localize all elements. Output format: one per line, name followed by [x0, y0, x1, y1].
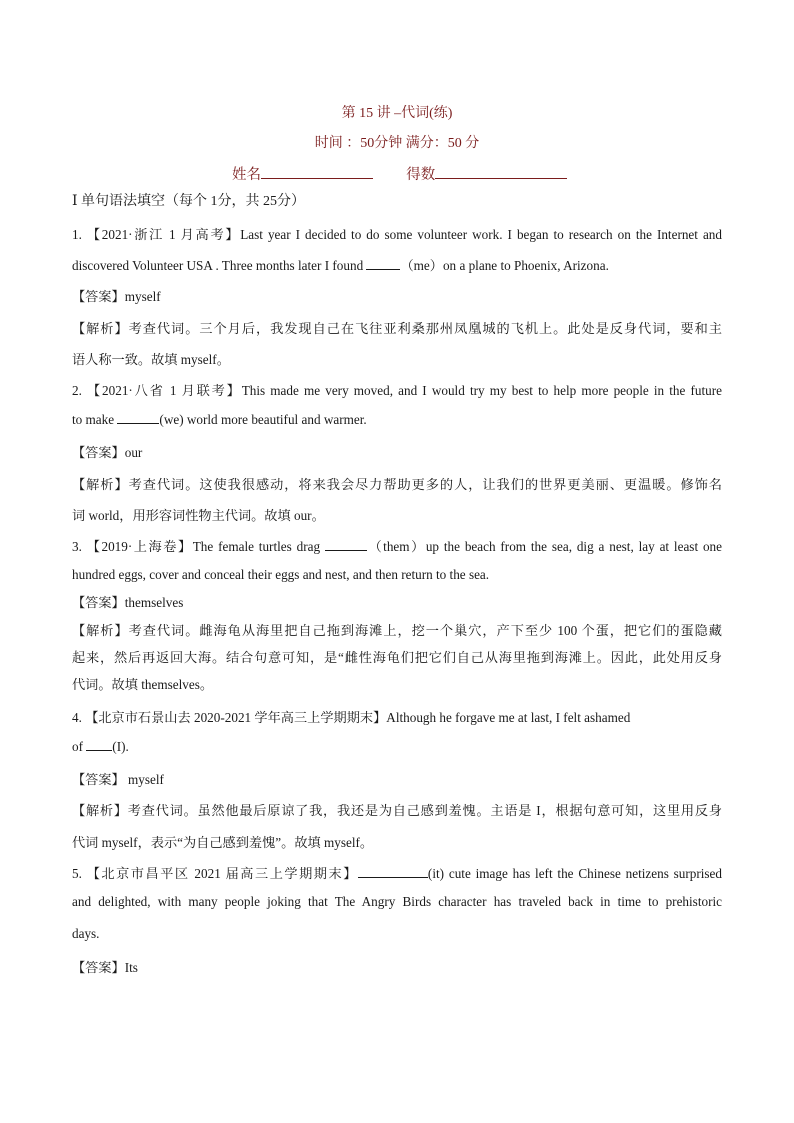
- q4-line-1: 4. 【北京市石景山去 2020-2021 学年高三上学期期末】Although he forgave me at last, I felt ashamed: [72, 710, 631, 725]
- q2-line-2: [72, 411, 367, 428]
- q2-line-2b: (we) world more beautiful and warmer.: [159, 412, 367, 427]
- q5-line-1b: (it) cute image has left the Chinese netizens surprised: [427, 866, 723, 881]
- section-title: Ⅰ 单句语法填空（每个 1分，共 25分）: [72, 194, 306, 209]
- q1-answer: 【答案】myself: [72, 289, 161, 304]
- q4-line-2: [72, 738, 129, 755]
- q4-analysis-2: 代词 myself，表示“为自己感到羞愧”。故填 myself。: [72, 835, 374, 850]
- name-score-row: [232, 163, 567, 184]
- q5-answer: 【答案】Its: [72, 960, 138, 975]
- q3-line-1b: （them）up the beach from the sea, dig a nest, lay at least one: [366, 539, 722, 554]
- q3-line-1: [72, 536, 722, 555]
- q2-blank[interactable]: [117, 411, 159, 424]
- page-title: 第 15 讲 –代词(练): [341, 106, 453, 121]
- q5-line-2: and delighted, with many people joking that The Angry Birds character has traveled back in time to prehistoric: [72, 894, 722, 909]
- q3-analysis-1: 【解析】考查代词。雌海龟从海里把自己拖到海滩上，挖一个巢穴，产下至少 100 个蛋，把它们的蛋隐藏: [72, 623, 722, 638]
- q4-answer: 【答案】 myself: [72, 772, 164, 787]
- q5-blank[interactable]: [358, 865, 428, 878]
- q3-analysis-3: 代词。故填 themselves。: [72, 677, 214, 692]
- time-score-info: 时间 ：50分钟 满分：50 分: [314, 136, 480, 151]
- q5-line-3: days.: [72, 926, 100, 941]
- q1-line-2a: discovered Volunteer USA . Three months later I found: [72, 258, 367, 273]
- q1-blank[interactable]: [366, 257, 400, 270]
- q3-analysis-2: 起来，然后再返回大海。结合句意可知，是“雌性海龟们把它们自己从海里拖到海滩上。因此，此处用反身: [72, 650, 722, 665]
- q1-line-2: [72, 255, 609, 274]
- q4-analysis-1: 【解析】考查代词。虽然他最后原谅了我，我还是为自己感到羞愧。主语是 I，根据句意可知，这里用反身: [72, 803, 722, 818]
- score-label: 得数: [406, 167, 436, 183]
- q3-blank[interactable]: [325, 538, 367, 551]
- q2-analysis-2: 词 world，用形容词性物主代词。故填 our。: [72, 508, 325, 523]
- q1-line-1: 1. 【2021·浙江 1 月高考】Last year I decided to do some volunteer work. I began to research on the Internet and: [72, 227, 722, 242]
- q5-line-1: [72, 863, 722, 882]
- q4-line-2a: of: [72, 739, 87, 754]
- q2-line-2a: to make: [72, 412, 118, 427]
- q2-analysis-1: 【解析】考查代词。这使我很感动，将来我会尽力帮助更多的人，让我们的世界更美丽、更温暖。修饰名: [72, 477, 722, 492]
- score-field[interactable]: [435, 164, 567, 179]
- name-label: 姓名: [232, 167, 261, 183]
- q2-answer: 【答案】our: [72, 445, 143, 460]
- q3-answer: 【答案】themselves: [72, 595, 184, 610]
- q1-analysis-2: 语人称一致。故填 myself。: [72, 352, 230, 367]
- name-field[interactable]: [261, 164, 373, 179]
- q1-analysis-1: 【解析】考查代词。三个月后，我发现自己在飞往亚利桑那州凤凰城的飞机上。此处是反身代词，要和主: [72, 321, 722, 336]
- q3-line-2: hundred eggs, cover and conceal their eggs and nest, and then return to the sea.: [72, 567, 490, 582]
- q2-line-1: 2. 【2021·八省 1 月联考】This made me very moved, and I would try my best to help more people in the future: [72, 383, 722, 398]
- q4-blank[interactable]: [86, 738, 112, 751]
- q5-line-1a: 5. 【北京市昌平区 2021 届高三上学期期末】: [72, 866, 358, 881]
- q3-line-1a: 3. 【2019·上海卷】The female turtles drag: [72, 539, 325, 554]
- q4-line-2b: (I).: [112, 739, 129, 754]
- q1-line-2b: （me）on a plane to Phoenix, Arizona.: [400, 258, 609, 273]
